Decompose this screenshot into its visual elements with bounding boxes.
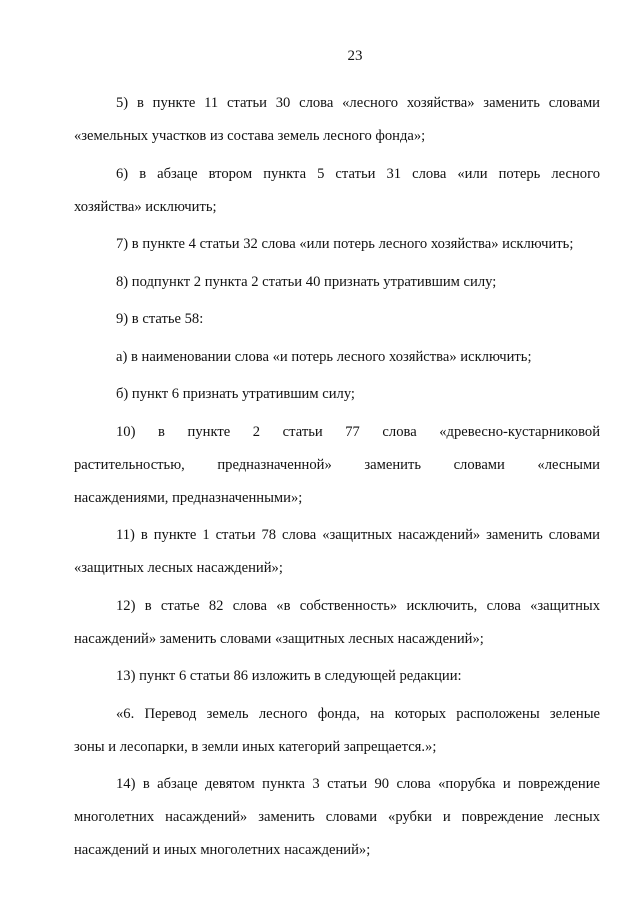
text-line: «защитных лесных насаждений»; (74, 560, 283, 576)
text-line: 8) подпункт 2 пункта 2 статьи 40 признать утратившим силу; (116, 273, 497, 290)
paragraph-quote-6 (74, 698, 600, 764)
text-line: а) в наименовании слова «и потерь лесного хозяйства» исключить; (116, 348, 532, 365)
text-line: насаждений» заменить словами «защитных лесных насаждений»; (74, 630, 484, 647)
text-line: 6) в абзаце втором пункта 5 статьи 31 слова «или потерь лесного (116, 165, 600, 182)
text-line: растительностью, предназначенной» заменить словами «лесными (74, 456, 600, 473)
paragraph-item-7 (74, 228, 600, 261)
document-body (74, 87, 600, 867)
text-line: многолетних насаждений» заменить словами «рубки и повреждение лесных (74, 809, 600, 825)
paragraph-item-10 (74, 416, 600, 515)
text-line: насаждений и иных многолетних насаждений»; (74, 842, 371, 858)
text-line: 7) в пункте 4 статьи 32 слова «или потерь лесного хозяйства» исключить; (116, 236, 574, 252)
text-line: 10) в пункте 2 статьи 77 слова «древесно-кустарниковой (116, 423, 600, 440)
text-line: 14) в абзаце девятом пункта 3 статьи 90 слова «порубка и повреждение (116, 776, 600, 792)
text-line: хозяйства» исключить; (74, 198, 217, 215)
paragraph-item-12 (74, 590, 600, 656)
paragraph-item-9b (74, 378, 600, 411)
paragraph-item-9 (74, 303, 600, 336)
text-line: зоны и лесопарки, в земли иных категорий запрещается.»; (74, 738, 437, 755)
text-line: 12) в статье 82 слова «в собственность» исключить, слова «защитных (116, 597, 600, 614)
text-line: «6. Перевод земель лесного фонда, на которых расположены зеленые (116, 705, 600, 722)
text-line: 9) в статье 58: (116, 311, 204, 327)
text-line: 11) в пункте 1 статьи 78 слова «защитных насаждений» заменить словами (116, 527, 600, 543)
text-line: насаждениями, предназначенными»; (74, 489, 303, 506)
paragraph-item-9a (74, 341, 600, 374)
paragraph-item-13 (74, 660, 600, 693)
text-line: 13) пункт 6 статьи 86 изложить в следующей редакции: (116, 668, 462, 684)
paragraph-item-14 (74, 768, 600, 867)
paragraph-item-8 (74, 266, 600, 299)
text-line: «земельных участков из состава земель лесного фонда»; (74, 128, 426, 144)
text-line: 5) в пункте 11 статьи 30 слова «лесного хозяйства» заменить словами (116, 95, 600, 111)
paragraph-item-5 (74, 87, 600, 153)
paragraph-item-6 (74, 158, 600, 224)
text-line: б) пункт 6 признать утратившим силу; (116, 386, 355, 402)
paragraph-item-11 (74, 519, 600, 585)
page-number: 23 (347, 48, 363, 64)
